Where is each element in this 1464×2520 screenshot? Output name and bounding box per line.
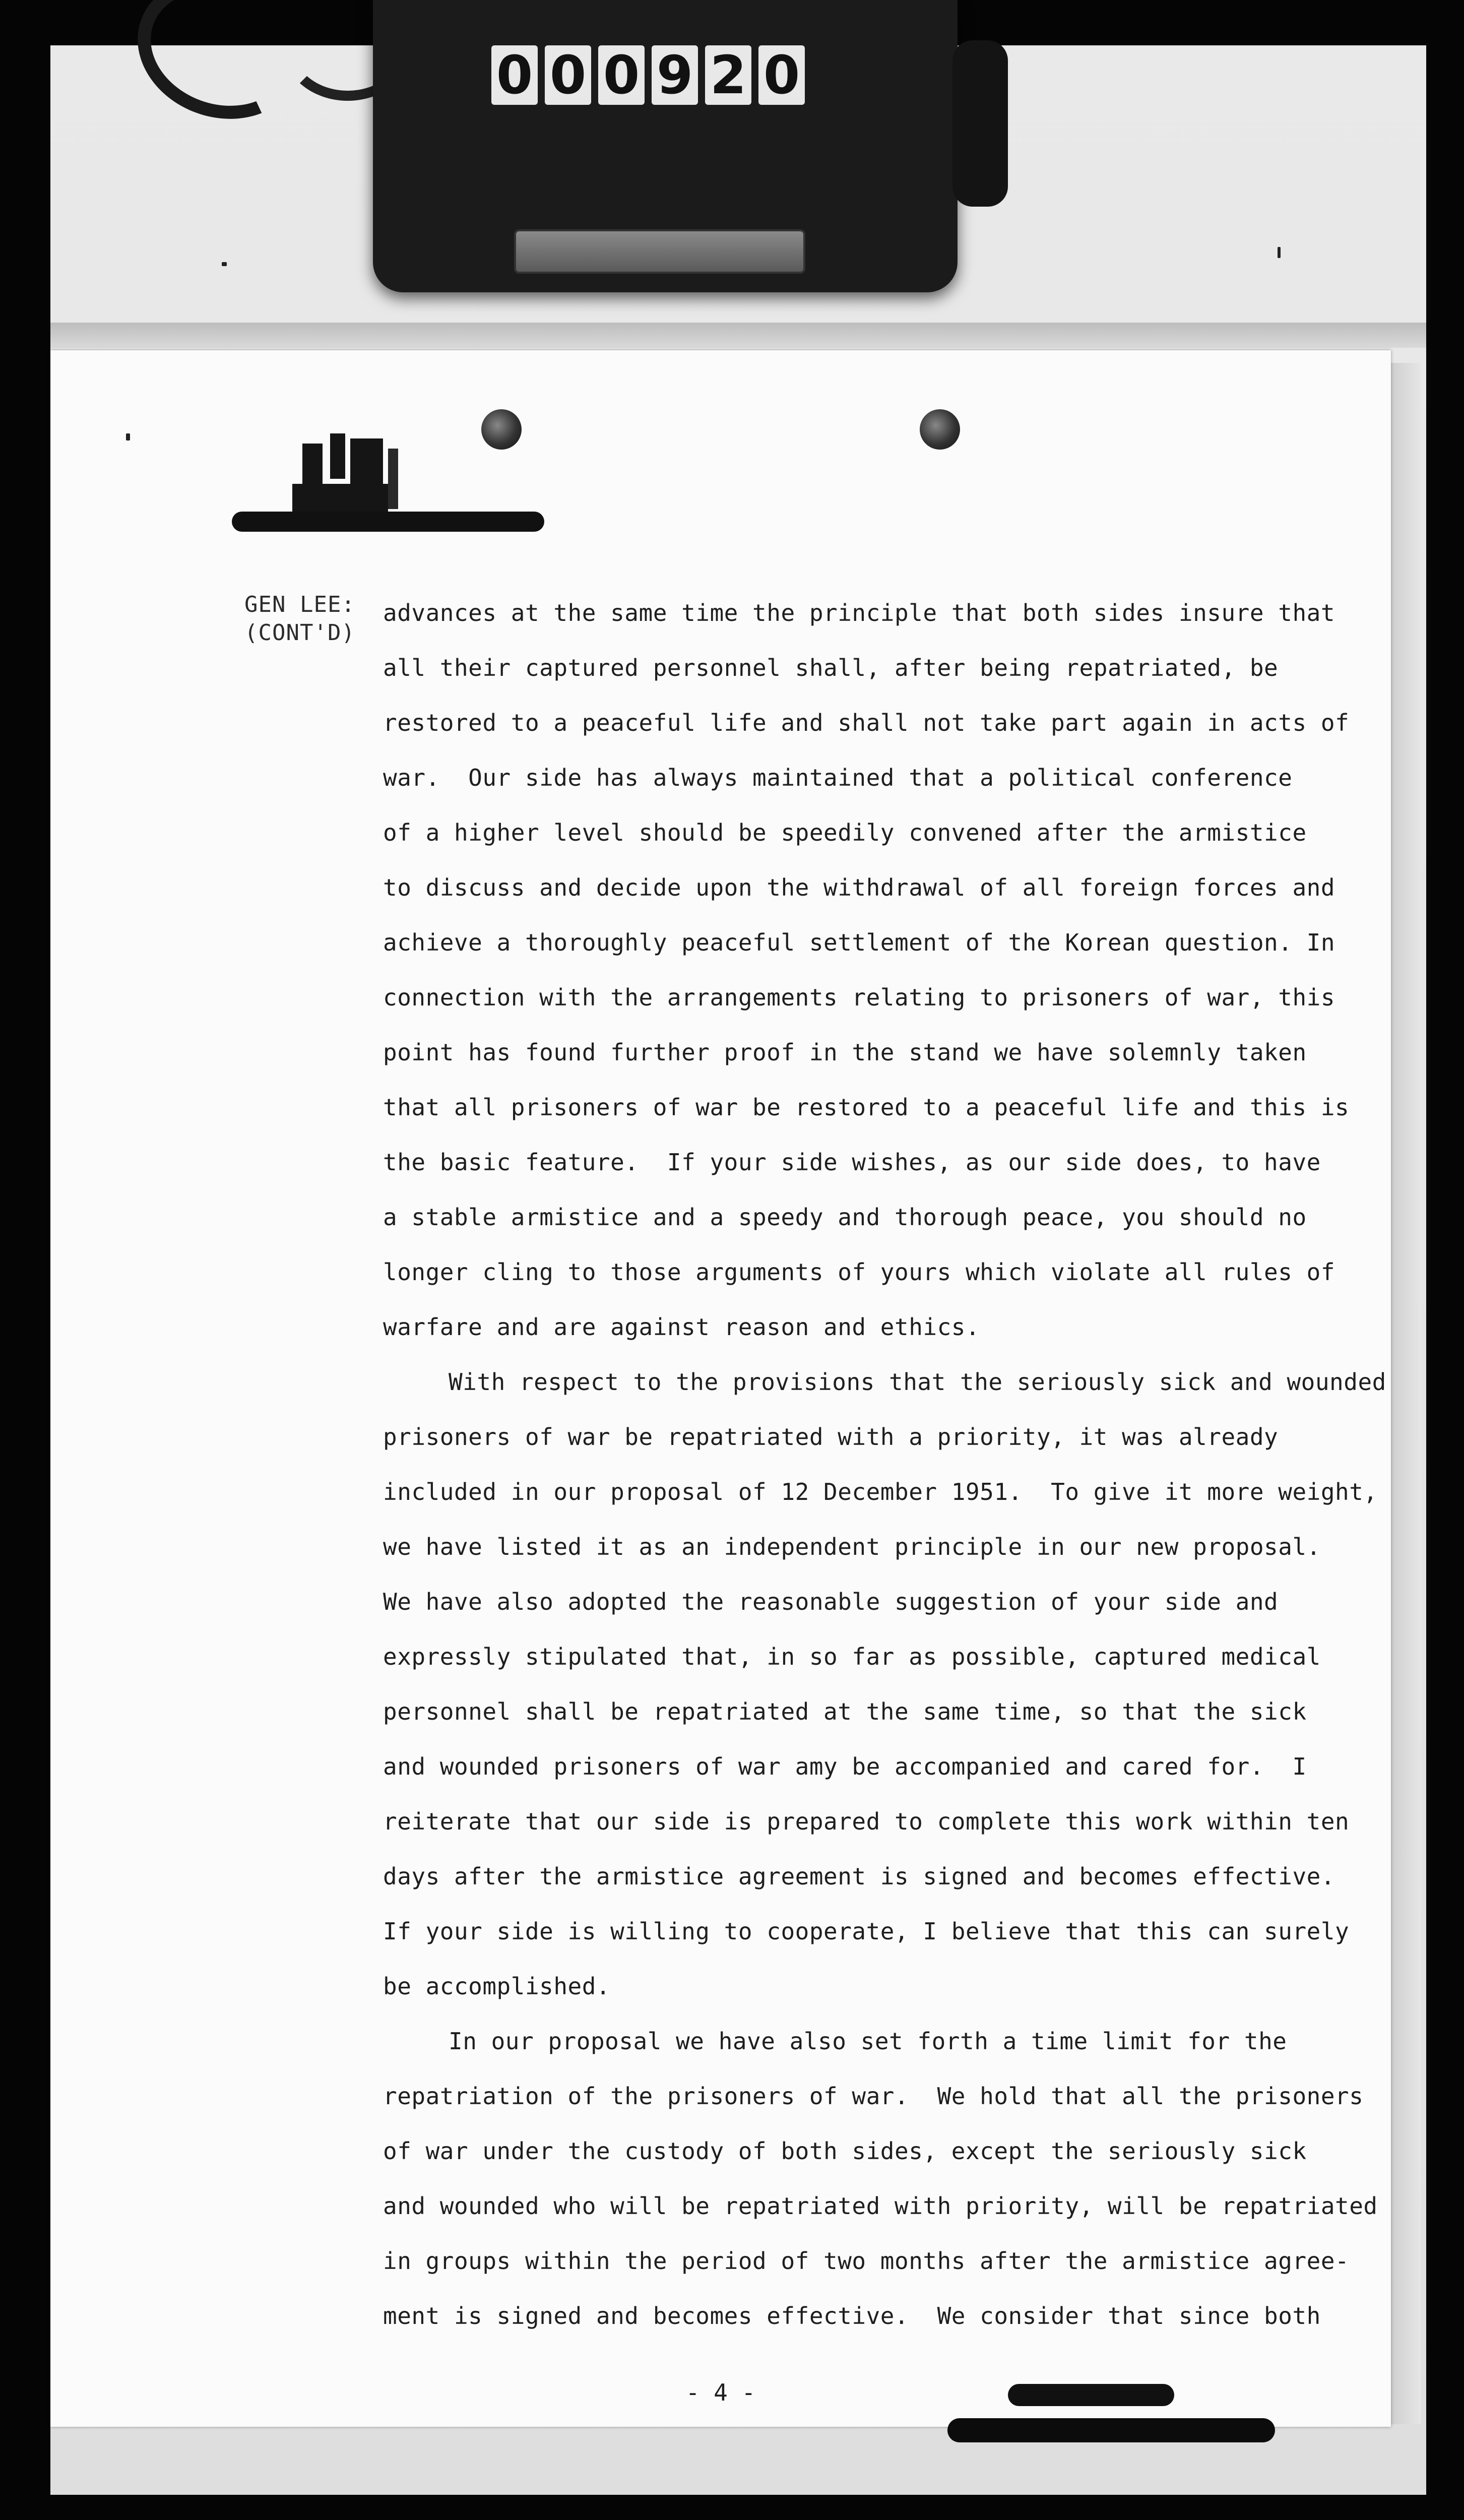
text-line: repatriation of the prisoners of war. We hold that all the prisoners (383, 2083, 1364, 2110)
redaction-mark-bottom (947, 2379, 1275, 2449)
text-line: days after the armistice agreement is signed and becomes effective. (383, 1863, 1335, 1890)
counter-digit: 9 (652, 45, 698, 105)
text-line: expressly stipulated that, in so far as possible, captured medical (383, 1643, 1321, 1670)
text-line: of a higher level should be speedily convened after the armistice (383, 819, 1307, 846)
redaction-mark-top (232, 433, 544, 539)
paragraph-first-line: With respect to the provisions that the seriously sick and wounded (449, 1368, 1386, 1396)
text-line: If your side is willing to cooperate, I believe that this can surely (383, 1918, 1350, 1945)
text-line: point has found further proof in the stand we have solemnly taken (383, 1039, 1307, 1066)
text-line: and wounded prisoners of war amy be accompanied and cared for. I (383, 1753, 1307, 1780)
page-number: - 4 - (685, 2379, 756, 2406)
counter-knob (952, 40, 1008, 207)
text-line: reiterate that our side is prepared to complete this work within ten (383, 1808, 1350, 1835)
paragraph-first-line: In our proposal we have also set forth a time limit for the (449, 2028, 1287, 2055)
speaker-label (244, 591, 375, 647)
text-line: that all prisoners of war be restored to a peaceful life and this is (383, 1094, 1350, 1121)
text-line: all their captured personnel shall, after being repatriated, be (383, 654, 1279, 681)
text-line: connection with the arrangements relating to prisoners of war, this (383, 984, 1335, 1011)
counter-nameplate (514, 229, 805, 274)
text-line: prisoners of war be repatriated with a priority, it was already (383, 1423, 1279, 1451)
text-line: restored to a peaceful life and shall not take part again in acts of (383, 709, 1350, 736)
scan-speck (126, 433, 130, 440)
frame-counter-digits (491, 45, 805, 105)
text-line: war. Our side has always maintained that a political conference (383, 764, 1293, 791)
text-line: included in our proposal of 12 December 1951. To give it more weight, (383, 1478, 1378, 1505)
counter-digit: 0 (545, 45, 591, 105)
text-line: ment is signed and becomes effective. We consider that since both (383, 2302, 1321, 2329)
counter-digit: 0 (491, 45, 538, 105)
text-line: to discuss and decide upon the withdrawal of all foreign forces and (383, 874, 1335, 901)
text-line: and wounded who will be repatriated with priority, will be repatriated (383, 2192, 1378, 2220)
text-line: warfare and are against reason and ethics. (383, 1313, 980, 1341)
counter-digit: 0 (758, 45, 805, 105)
text-line: longer cling to those arguments of yours which violate all rules of (383, 1258, 1335, 1286)
counter-digit: 2 (705, 45, 751, 105)
speaker-name: GEN LEE: (244, 592, 355, 617)
text-line: be accomplished. (383, 1973, 611, 2000)
text-line: of war under the custody of both sides, except the seriously sick (383, 2137, 1307, 2165)
scan-speck (1278, 247, 1281, 258)
text-line: the basic feature. If your side wishes, as our side does, to have (383, 1149, 1321, 1176)
transcript-body (383, 586, 1386, 2344)
scan-speck (222, 262, 227, 266)
speaker-continued: (CONT'D) (244, 620, 355, 646)
text-line: we have listed it as an independent principle in our new proposal. (383, 1533, 1321, 1560)
punch-hole-right (920, 409, 960, 450)
text-line: personnel shall be repatriated at the same time, so that the sick (383, 1698, 1307, 1725)
paper-stack-edge (1391, 363, 1421, 2424)
text-line: in groups within the period of two months after the armistice agree- (383, 2247, 1350, 2275)
counter-digit: 0 (598, 45, 645, 105)
text-line: We have also adopted the reasonable suggestion of your side and (383, 1588, 1279, 1615)
text-line: achieve a thoroughly peaceful settlement of the Korean question. In (383, 929, 1335, 956)
text-line: advances at the same time the principle that both sides insure that (383, 599, 1335, 626)
paper-top-shadow (50, 323, 1426, 348)
text-line: a stable armistice and a speedy and thorough peace, you should no (383, 1204, 1307, 1231)
